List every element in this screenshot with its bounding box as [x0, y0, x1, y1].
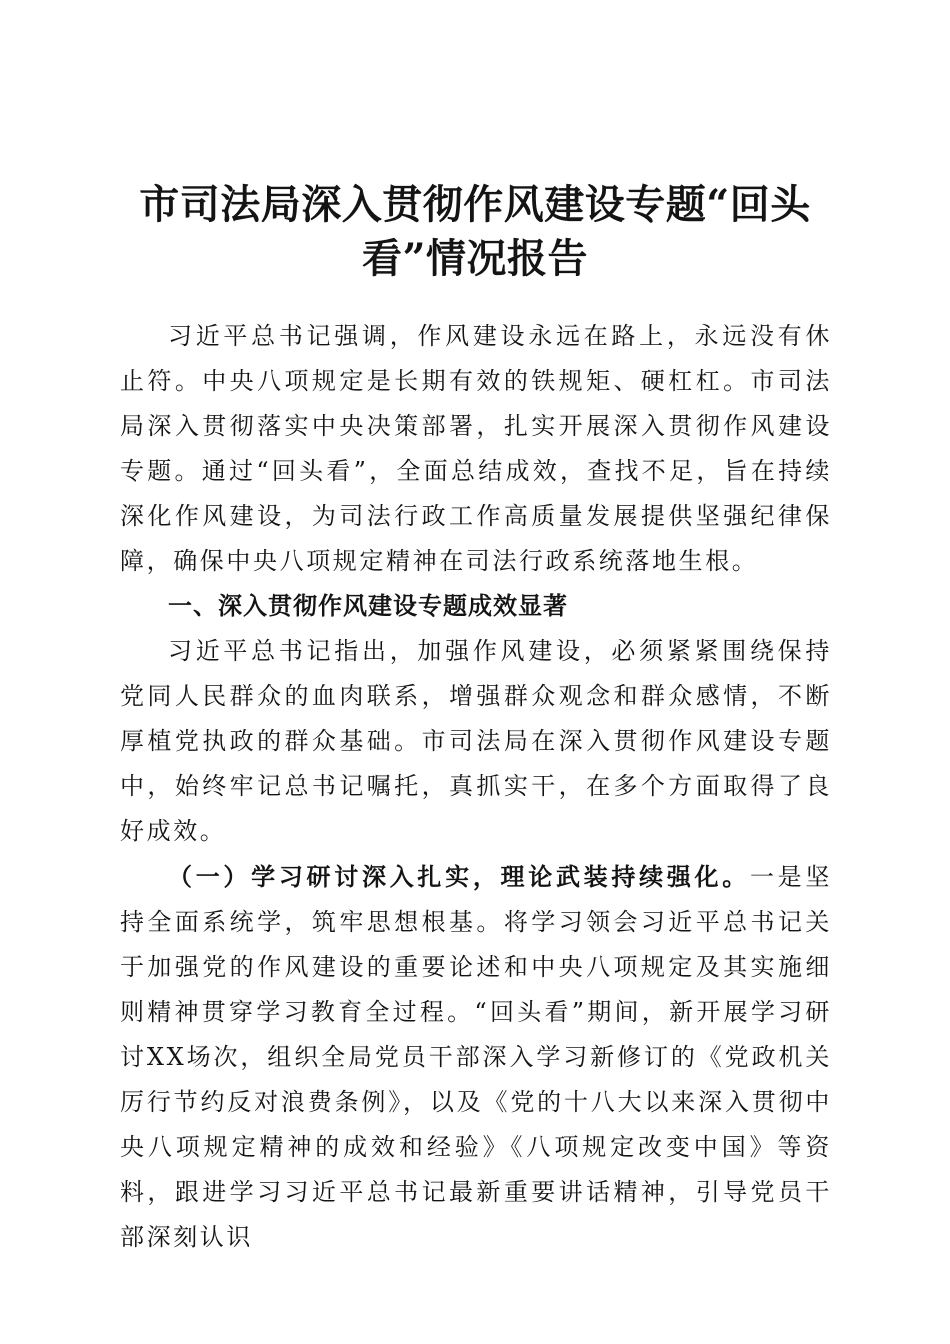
subsection-text: 一是坚持全面系统学，筑牢思想根基。将学习领会习近平总书记关于加强党的作风建设的重要论述和中央八项规定及其实施细则精神贯穿学习教育全过程。“回头看”期间，新开展学习研讨XX场次，组织全局党员干部深入学习新修订的《党政机关厉行节约反对浪费条例》，以及《党的十八大以来深入贯彻中央八项规定精神的成效和经验》《八项规定改变中国》等资料，跟进学习习近平总书记最新重要讲话精神，引导党员干部深刻认识 — [120, 863, 832, 1251]
section-paragraph: 习近平总书记指出，加强作风建设，必须紧紧围绕保持党同人民群众的血肉联系，增强群众观念和群众感情，不断厚植党执政的群众基础。市司法局在深入贯彻作风建设专题中，始终牢记总书记嘱托，真抓实干，在多个方面取得了良好成效。 — [120, 637, 832, 845]
subsection-paragraph — [120, 854, 832, 1260]
document-body — [120, 314, 832, 1260]
intro-paragraph: 习近平总书记强调，作风建设永远在路上，永远没有休止符。中央八项规定是长期有效的铁规矩、硬杠杠。市司法局深入贯彻落实中央决策部署，扎实开展深入贯彻作风建设专题。通过“回头看”，全面总结成效，查找不足，旨在持续深化作风建设，为司法行政工作高质量发展提供坚强纪律保障，确保中央八项规定精神在司法行政系统落地生根。 — [120, 322, 832, 575]
subsection-lead: （一）学习研讨深入扎实，理论武装持续强化。 — [168, 862, 750, 891]
section-heading: 一、深入贯彻作风建设专题成效显著 — [168, 592, 568, 620]
document-title: 市司法局深入贯彻作风建设专题“回头看”情况报告 — [139, 181, 811, 282]
